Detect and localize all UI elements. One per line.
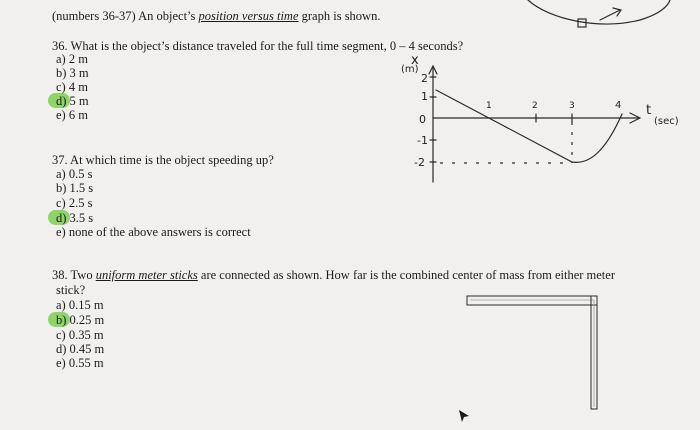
graph-y-axis-label: x <box>411 53 419 68</box>
graph-x-axis-unit: (sec) <box>654 116 679 127</box>
q36-option-a: a) 2 m <box>56 52 88 66</box>
graph-x-axis-label: t <box>646 103 652 118</box>
q36-option-c: c) 4 m <box>56 80 88 94</box>
q37-option-c: c) 2.5 s <box>56 196 93 210</box>
q37-option-a: a) 0.5 s <box>56 167 93 181</box>
graph-x-tick-label-4: 4 <box>615 100 622 111</box>
graph-x-tick-label-2: 2 <box>532 101 538 111</box>
graph-x-tick-label-3: 3 <box>569 101 575 111</box>
graph-y-tick-label-neg2: -2 <box>414 156 425 169</box>
q38-suffix: are connected as shown. How far is the combined center of mass from either meter <box>197 268 615 282</box>
q38-emphasis: uniform meter sticks <box>95 268 198 282</box>
mouse-cursor-icon <box>459 410 469 422</box>
position-curve <box>436 90 622 162</box>
q38-option-e: e) 0.55 m <box>56 356 104 370</box>
q36-option-b: b) 3 m <box>56 66 89 80</box>
q38-option-d: d) 0.45 m <box>56 342 105 356</box>
graph-x-tick-label-1: 1 <box>486 101 492 111</box>
graph-y-tick-label-2: 2 <box>421 72 428 85</box>
q37-option-b: b) 1.5 s <box>56 181 94 195</box>
meter-stick-horizontal <box>467 296 597 305</box>
q38-option-b: b) 0.25 m <box>56 313 105 327</box>
question-37: 37. At which time is the object speeding up? <box>52 153 274 167</box>
graph-y-tick-label-1: 1 <box>421 90 428 103</box>
top-sketch-arc <box>528 0 670 24</box>
header-emphasis: position versus time <box>198 9 299 23</box>
question-36: 36. What is the object’s distance traveled for the full time segment, 0 – 4 seconds? <box>52 39 464 53</box>
header-prefix: (numbers 36-37) An object’s <box>52 9 199 23</box>
q38-option-c: c) 0.35 m <box>56 328 104 342</box>
q38-prefix: 38. Two <box>52 268 96 282</box>
question-38-line2: stick? <box>56 283 86 297</box>
q37-option-d: d) 3.5 s <box>56 211 94 225</box>
q36-option-e: e) 6 m <box>56 108 88 122</box>
q37-option-e: e) none of the above answers is correct <box>56 225 251 239</box>
header-suffix: graph is shown. <box>298 9 381 23</box>
top-sketch-arrow <box>600 8 621 20</box>
graph-y-tick-label-neg1: -1 <box>417 134 428 147</box>
q38-option-a: a) 0.15 m <box>56 298 104 312</box>
graph-y-tick-label-0: 0 <box>419 113 426 126</box>
q36-option-d: d) 5 m <box>56 94 89 108</box>
graph-y-axis-unit: (m) <box>401 64 419 75</box>
